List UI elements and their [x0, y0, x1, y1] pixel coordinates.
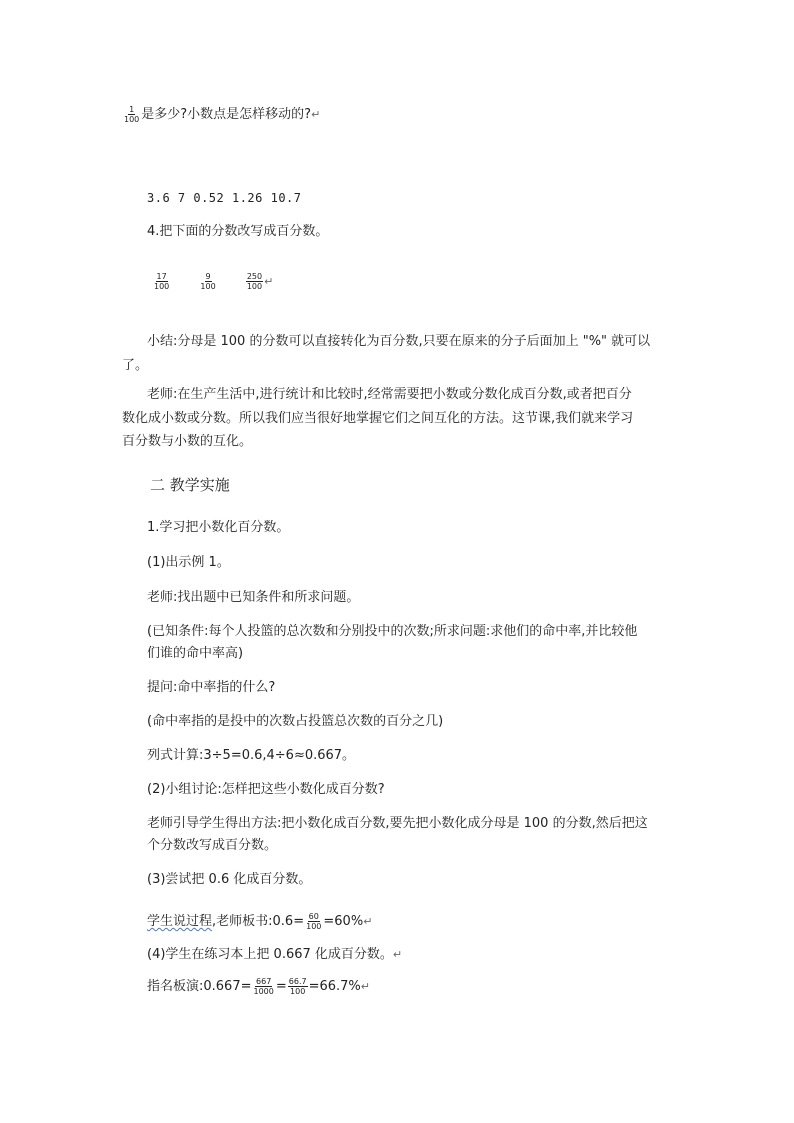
summary-line-1: 小结:分母是 100 的分数可以直接转化为百分数,只要在原来的分子后面加上 "%" 就可以 [147, 334, 651, 349]
teacher-intro-line-3: 百分数与小数的互化。 [122, 434, 253, 449]
paragraph-mark-icon: ↵ [264, 275, 274, 288]
board-line [147, 912, 372, 931]
question-line [122, 105, 320, 124]
board-prefix: ,老师板书:0.6= [212, 914, 305, 929]
fraction-17-100: $\frac{17}{100}$ [154, 272, 170, 291]
step-1-2: (2)小组讨论:怎样把这些小数化成百分数? [147, 782, 385, 797]
known-conditions-line-2: 们谁的命中率高) [147, 646, 244, 661]
fraction-60-100: $\frac{60}{100}$ [306, 912, 322, 931]
step-1: 1.学习把小数化百分数。 [147, 520, 290, 535]
task-4: 4.把下面的分数改写成百分数。 [147, 224, 329, 239]
paragraph-mark-icon: ↵ [392, 948, 403, 961]
question-text: 是多少?小数点是怎样移动的? [141, 107, 312, 122]
fraction-row [152, 272, 273, 291]
paragraph-mark-icon: ↵ [311, 108, 321, 121]
board-result: =60% [323, 914, 364, 929]
guide-line-2: 个分数改写成百分数。 [147, 838, 278, 853]
known-conditions-line-1: (已知条件:每个人投篮的总次数和分别投中的次数;所求问题:求他们的命中率,并比较他 [147, 624, 638, 639]
fraction-667-1000: $\frac{667}{1000}$ [253, 977, 274, 996]
step-1-4: (4)学生在练习本上把 0.667 化成百分数。↵ [147, 947, 403, 962]
fraction-9-100: $\frac{9}{100}$ [200, 272, 216, 291]
summary-line-2: 了。 [122, 358, 149, 373]
decimal-list: 3.6 7 0.52 1.26 10.7 [147, 191, 302, 205]
fraction-66-7-100: $\frac{66.7}{100}$ [288, 977, 307, 996]
step-1-1: (1)出示例 1。 [147, 555, 230, 570]
board-prefix-underlined: 学生说过程 [147, 914, 213, 929]
demo-result: =66.7% [308, 979, 361, 994]
answer-hit-rate: (命中率指的是投中的次数占投篮总次数的百分之几) [147, 714, 444, 729]
question-hit-rate: 提问:命中率指的什么? [147, 680, 276, 695]
formula-line: 列式计算:3÷5=0.6,4÷6≈0.667。 [147, 748, 356, 763]
paragraph-mark-icon: ↵ [363, 915, 373, 928]
teacher-intro-line-1: 老师:在生产生活中,进行统计和比较时,经常需要把小数或分数化成百分数,或者把百分 [147, 387, 632, 402]
teacher-find: 老师:找出题中已知条件和所求问题。 [147, 590, 360, 605]
demo-prefix: 指名板演:0.667= [147, 979, 252, 994]
fraction-250-100: $\frac{250}{100}$ [246, 272, 263, 291]
guide-line-1: 老师引导学生得出方法:把小数化成百分数,要先把小数化成分母是 100 的分数,然后把这 [147, 816, 648, 831]
teacher-intro-line-2: 数化成小数或分数。所以我们应当很好地掌握它们之间互化的方法。这节课,我们就来学习 [122, 411, 634, 426]
section-heading: 二 教学实施 [150, 476, 230, 494]
demo-line [147, 977, 370, 996]
demo-equals: = [275, 979, 287, 994]
fraction-one-hundredth: $\frac{1}{100}$ [124, 105, 140, 124]
step-1-3: (3)尝试把 0.6 化成百分数。 [147, 872, 312, 887]
paragraph-mark-icon: ↵ [360, 980, 370, 993]
